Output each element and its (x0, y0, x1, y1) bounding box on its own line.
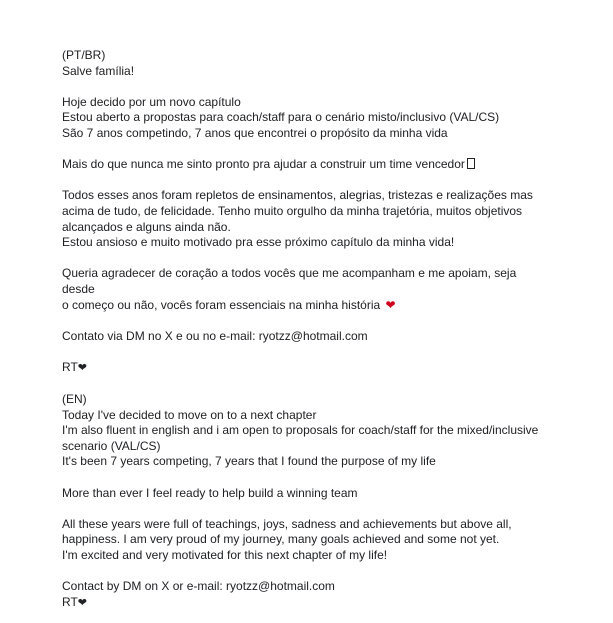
spacer (62, 79, 552, 95)
paragraph-line: Estou aberto a propostas para coach/staff para o cenário misto/inclusivo (VAL/CS) (62, 110, 500, 125)
paragraph-line (62, 157, 552, 173)
rt-text: RT (62, 359, 78, 374)
spacer (62, 251, 552, 267)
paragraph-line: Today I've decided to move on to a next chapter (62, 407, 317, 422)
paragraph-line: Todos esses anos foram repletos de ensinamentos, alegrias, tristezas e realizações mas (62, 188, 533, 203)
paragraph-line: Hoje decido por um novo capítulo (62, 94, 241, 109)
paragraph-line: Queria agradecer de coração a todos vocês que me acompanham e me apoiam, seja desde (62, 266, 520, 296)
paragraph-line (62, 298, 552, 314)
paragraph-line: alcançados e alguns ainda não. (62, 219, 231, 234)
paragraph-line: acima de tudo, de felicidade. Tenho muito orgulho da minha trajetória, muitos objetivos (62, 203, 523, 218)
spacer (62, 344, 552, 360)
paragraph-line: scenario (VAL/CS) (62, 438, 161, 453)
language-tag-en: (EN) (62, 392, 87, 407)
document-body (62, 48, 552, 611)
missing-emoji-icon (467, 158, 475, 169)
spacer (62, 173, 552, 189)
spacer (62, 142, 552, 158)
rt-line-pt (62, 360, 552, 377)
language-tag-pt: (PT/BR) (62, 48, 106, 62)
paragraph-line: São 7 anos competindo, 7 anos que encontrei o propósito da minha vida (62, 125, 448, 140)
spacer (62, 564, 552, 580)
greeting: Salve família! (62, 63, 135, 78)
paragraph-line: It's been 7 years competing, 7 years that I found the purpose of my life (62, 454, 436, 469)
rt-line-en (62, 595, 552, 612)
contact-line-en: Contact by DM on X or e-mail: ryotzz@hotmail.com (62, 579, 335, 594)
paragraph-line: I'm also fluent in english and i am open to proposals for coach/staff for the mixed/inclusive (62, 423, 539, 438)
contact-line-pt: Contato via DM no X e ou no e-mail: ryotzz@hotmail.com (62, 328, 368, 343)
black-heart-icon: ❤ (77, 596, 87, 609)
paragraph-line: All these years were full of teachings, joys, sadness and achievements but above all, (62, 516, 512, 531)
paragraph-line: More than ever I feel ready to help build a winning team (62, 485, 358, 500)
paragraph-line: Estou ansioso e muito motivado pra esse próximo capítulo da minha vida! (62, 235, 455, 250)
black-heart-icon: ❤ (77, 361, 87, 374)
paragraph-line: happiness. I am very proud of my journey, many goals achieved and some not yet. (62, 532, 500, 547)
spacer (62, 501, 552, 517)
red-heart-icon: ❤ (385, 297, 396, 312)
spacer (62, 470, 552, 486)
rt-text: RT (62, 594, 78, 609)
paragraph-text: Mais do que nunca me sinto pronto pra ajudar a construir um time vencedor (62, 157, 465, 172)
paragraph-line: I'm excited and very motivated for this next chapter of my life! (62, 548, 388, 562)
paragraph-text: o começo ou não, vocês foram essenciais na minha história (62, 297, 381, 312)
spacer (62, 313, 552, 329)
spacer (62, 376, 552, 392)
